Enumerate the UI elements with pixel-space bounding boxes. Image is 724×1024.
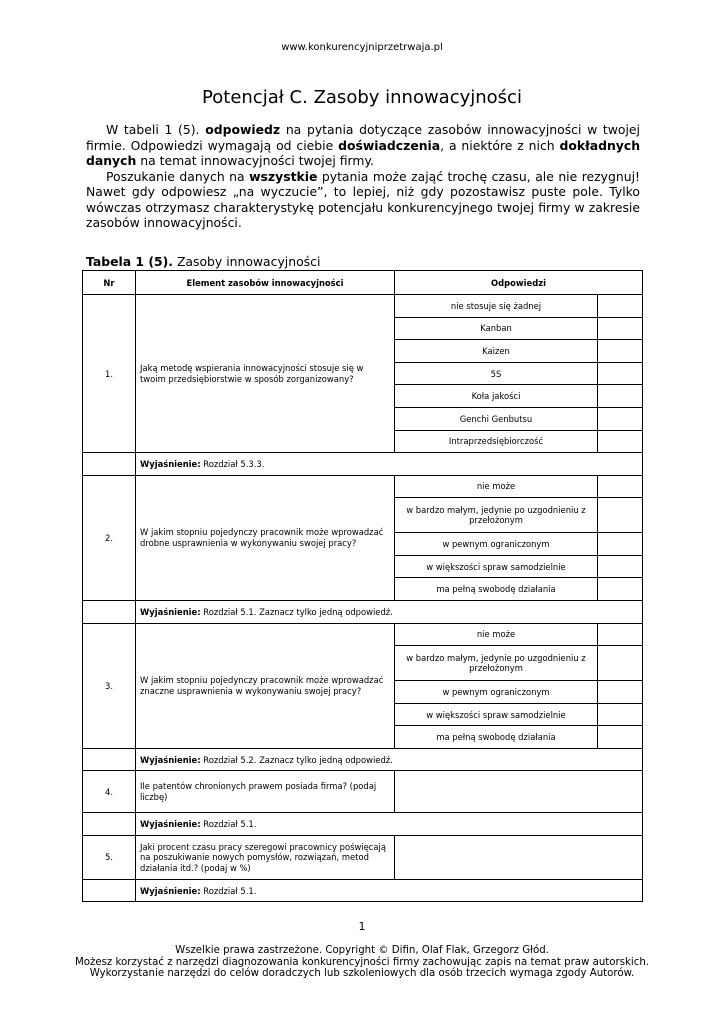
header-element: Element zasobów innowacyjności <box>136 271 395 295</box>
explanation <box>136 601 643 624</box>
caption-text: Zasoby innowacyjności <box>173 254 321 269</box>
answer-option: w większości spraw samodzielnie <box>395 703 598 726</box>
answer-option: w pewnym ograniczonym <box>395 681 598 704</box>
intro-text-span: Poszukanie danych na <box>106 168 250 184</box>
answer-option: Koła jakości <box>395 385 598 408</box>
intro-paragraph-1 <box>86 122 640 169</box>
innovation-resources-table <box>82 270 643 902</box>
page-title: Potencjał C. Zasoby innowacyjności <box>202 87 522 108</box>
row-number-spacer <box>83 813 136 836</box>
row-number: 5. <box>83 835 136 879</box>
answer-option: nie może <box>395 623 598 646</box>
intro-bold-span: wszystkie <box>249 168 318 184</box>
table-row <box>83 295 643 318</box>
intro-text-span: , a niektóre z nich <box>440 137 560 153</box>
answer-option: nie może <box>395 475 598 498</box>
answer-option: Kaizen <box>395 340 598 363</box>
answer-checkbox[interactable] <box>598 726 643 749</box>
explanation <box>136 879 643 902</box>
explanation-row <box>83 601 643 624</box>
explanation-text: Rozdział 5.2. Zaznacz tylko jedną odpowiedź. <box>200 754 393 765</box>
caption-label: Tabela 1 (5). <box>86 254 173 269</box>
answer-checkbox[interactable] <box>598 681 643 704</box>
table-row <box>83 835 643 879</box>
row-number: 4. <box>83 771 136 813</box>
header-answers: Odpowiedzi <box>395 271 643 295</box>
answer-checkbox[interactable] <box>598 703 643 726</box>
answer-option: nie stosuje się żadnej <box>395 295 598 318</box>
answer-option: ma pełną swobodę działania <box>395 578 598 601</box>
explanation-row <box>83 748 643 771</box>
explanation-text: Rozdział 5.3.3. <box>200 458 265 469</box>
page-number: 1 <box>358 920 366 933</box>
answer-checkbox[interactable] <box>598 317 643 340</box>
question-text: Jaki procent czasu pracy szeregowi pracownicy poświęcają na poszukiwanie nowych pomysłów, rozwiązań, metod działania itd.? (podaj w %) <box>136 835 395 879</box>
answer-option: 5S <box>395 362 598 385</box>
answer-checkbox[interactable] <box>598 498 643 533</box>
intro-bold-span: doświadczenia <box>338 137 441 153</box>
answer-checkbox[interactable] <box>598 555 643 578</box>
footer-line-1: Wszelkie prawa zastrzeżone. Copyright © Difin, Olaf Flak, Grzegorz Głód. <box>175 945 549 956</box>
answer-option: w większości spraw samodzielnie <box>395 555 598 578</box>
answer-checkbox[interactable] <box>598 475 643 498</box>
answer-checkbox[interactable] <box>598 623 643 646</box>
row-number-spacer <box>83 453 136 476</box>
site-url: www.konkurencyjniprzetrwaja.pl <box>281 42 443 53</box>
explanation-label: Wyjaśnienie: <box>140 458 201 469</box>
table-header-row <box>83 271 643 295</box>
answer-checkbox[interactable] <box>598 578 643 601</box>
answer-input-cell[interactable] <box>395 771 643 813</box>
explanation-label: Wyjaśnienie: <box>140 606 201 617</box>
answer-input-cell[interactable] <box>395 835 643 879</box>
footer-line-3: Wykorzystanie narzędzi do celów doradczych lub szkoleniowych dla osób trzecich wymaga zgody Autorów. <box>89 968 635 979</box>
row-number: 1. <box>83 295 136 453</box>
answer-option: w bardzo małym, jedynie po uzgodnieniu z przełożonym <box>395 498 598 533</box>
answer-checkbox[interactable] <box>598 385 643 408</box>
answer-option: w bardzo małym, jedynie po uzgodnieniu z przełożonym <box>395 646 598 681</box>
explanation-text: Rozdział 5.1. <box>200 885 257 896</box>
question-text: W jakim stopniu pojedynczy pracownik może wprowadzać drobne usprawnienia w wykonywaniu swojej pracy? <box>136 475 395 600</box>
table-caption <box>86 254 320 269</box>
answer-checkbox[interactable] <box>598 533 643 556</box>
explanation-text: Rozdział 5.1. <box>200 819 257 830</box>
intro-text-span: pytania może zająć trochę czasu, ale nie rezygnuj! Nawet gdy odpowiesz „na wyczucie”, to lepiej, niż gdy pozostawisz puste pole. Tylko wówczas otrzymasz charakterystykę potencjału konkurencyjnego twojej firmy w zakresie zasobów innowacyjności. <box>86 168 640 230</box>
table-row <box>83 475 643 498</box>
row-number-spacer <box>83 601 136 624</box>
footer-line-2: Możesz korzystać z narzędzi diagnozowania konkurencyjności firmy zachowując zapis na temat praw autorskich. <box>74 956 650 968</box>
explanation <box>136 748 643 771</box>
answer-option: w pewnym ograniczonym <box>395 533 598 556</box>
table-row <box>83 623 643 646</box>
intro-text-span: na temat innowacyjności twojej firmy. <box>136 153 374 168</box>
table-row <box>83 771 643 813</box>
row-number-spacer <box>83 879 136 902</box>
answer-checkbox[interactable] <box>598 646 643 681</box>
explanation-row <box>83 453 643 476</box>
question-text: Ile patentów chronionych prawem posiada firma? (podaj liczbę) <box>136 771 395 813</box>
intro-text-span: W tabeli 1 (5). <box>106 122 206 137</box>
header-nr: Nr <box>83 271 136 295</box>
explanation <box>136 813 643 836</box>
explanation-text: Rozdział 5.1. Zaznacz tylko jedną odpowiedź. <box>200 606 393 617</box>
explanation <box>136 453 643 476</box>
intro-paragraph-2 <box>86 169 640 231</box>
answer-checkbox[interactable] <box>598 430 643 453</box>
explanation-label: Wyjaśnienie: <box>140 885 201 896</box>
answer-option: Intraprzedsiębiorczość <box>395 430 598 453</box>
question-text: W jakim stopniu pojedynczy pracownik może wprowadzać znaczne usprawnienia w wykonywaniu swojej pracy? <box>136 623 395 748</box>
answer-checkbox[interactable] <box>598 340 643 363</box>
intro-text-span: na pytania dotyczące zasobów innowacyjności w twojej firmie. Odpowiedzi wymagają od ciebie <box>86 122 640 153</box>
answer-checkbox[interactable] <box>598 407 643 430</box>
copyright-footer <box>0 945 724 980</box>
question-text: Jaką metodę wspierania innowacyjności stosuje się w twoim przedsiębiorstwie w sposób zorganizowany? <box>136 295 395 453</box>
answer-option: Kanban <box>395 317 598 340</box>
answer-checkbox[interactable] <box>598 295 643 318</box>
explanation-label: Wyjaśnienie: <box>140 819 201 830</box>
row-number-spacer <box>83 748 136 771</box>
explanation-label: Wyjaśnienie: <box>140 754 201 765</box>
intro-bold-span: odpowiedz <box>205 122 281 137</box>
intro-text <box>86 122 640 231</box>
answer-option: ma pełną swobodę działania <box>395 726 598 749</box>
answer-checkbox[interactable] <box>598 362 643 385</box>
answer-option: Genchi Genbutsu <box>395 407 598 430</box>
explanation-row <box>83 879 643 902</box>
intro-bold-span: dokładnych danych <box>86 137 641 168</box>
row-number: 3. <box>83 623 136 748</box>
row-number: 2. <box>83 475 136 600</box>
explanation-row <box>83 813 643 836</box>
